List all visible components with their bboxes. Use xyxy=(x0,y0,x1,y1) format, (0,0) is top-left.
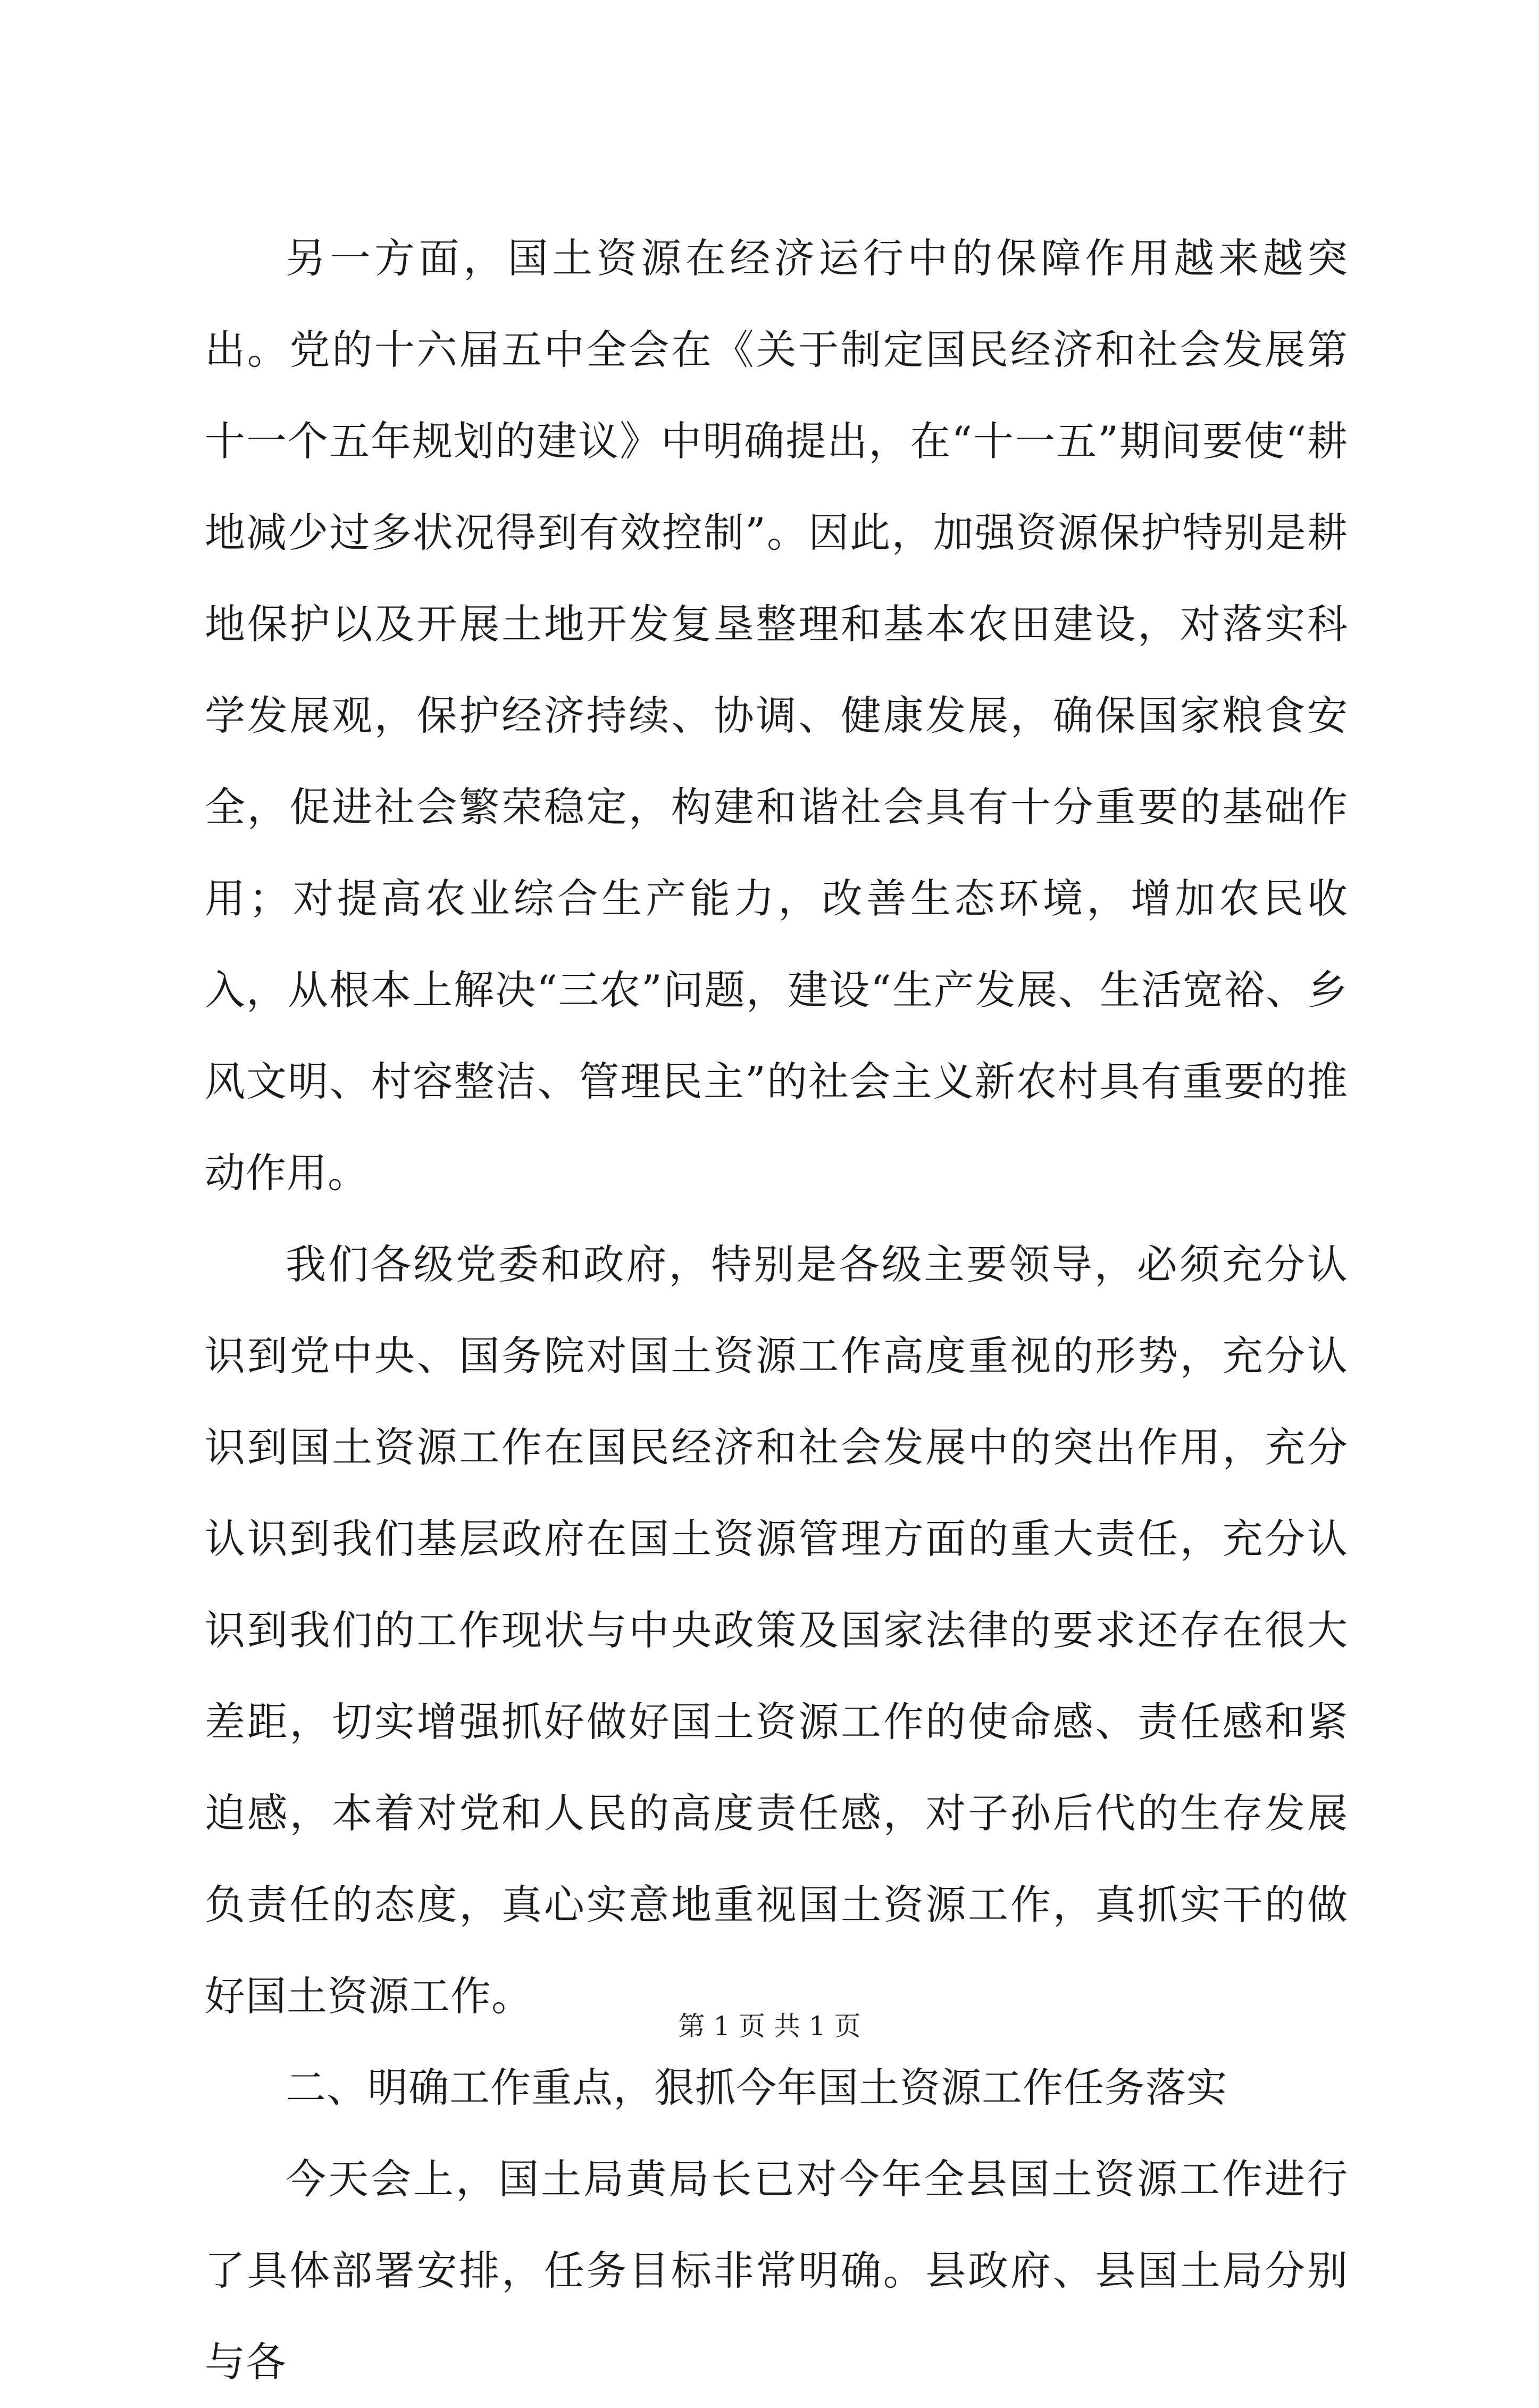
section-heading-work-focus: 二、明确工作重点，狠抓今年国土资源工作任务落实 xyxy=(286,2064,1227,2111)
paragraph-land-resources-role: 另一方面，国土资源在经济运行中的保障作用越来越突出。党的十六届五中全会在《关于制定国民经济和社会发展第十一个五年规划的建议》中明确提出，在“十一五”期间要使“耕地减少过多状况得到有效控制”。因此，加强资源保护特别是耕地保护以及开展土地开发复垦整理和基本农田建设，对落实科学发展观，保护经济持续、协调、健康发展，确保国家粮食安全，促进社会繁荣稳定，构建和谐社会具有十分重要的基础作用；对提高农业综合生产能力，改善生态环境，增加农民收入，从根本上解决“三农”问题，建设“生产发展、生活宽裕、乡风文明、村容整洁、管理民主”的社会主义新农村具有重要的推动作用。 xyxy=(205,235,1348,1197)
page-footer: 第 1 页 共 1 页 xyxy=(678,2011,861,2042)
document-body xyxy=(205,213,1348,2408)
paragraph-meeting-deployment: 今天会上，国土局黄局长已对今年全县国土资源工作进行了具体部署安排，任务目标非常明确。县政府、县国土局分别与各 xyxy=(205,2155,1348,2386)
paragraph-government-responsibility: 我们各级党委和政府，特别是各级主要领导，必须充分认识到党中央、国务院对国土资源工作高度重视的形势，充分认识到国土资源工作在国民经济和社会发展中的突出作用，充分认识到我们基层政府在国土资源管理方面的重大责任，充分认识到我们的工作现状与中央政策及国家法律的要求还存在很大差距，切实增强抓好做好国土资源工作的使命感、责任感和紧迫感，本着对党和人民的高度责任感，对子孙后代的生存发展负责任的态度，真心实意地重视国土资源工作，真抓实干的做好国土资源工作。 xyxy=(205,1241,1348,2020)
